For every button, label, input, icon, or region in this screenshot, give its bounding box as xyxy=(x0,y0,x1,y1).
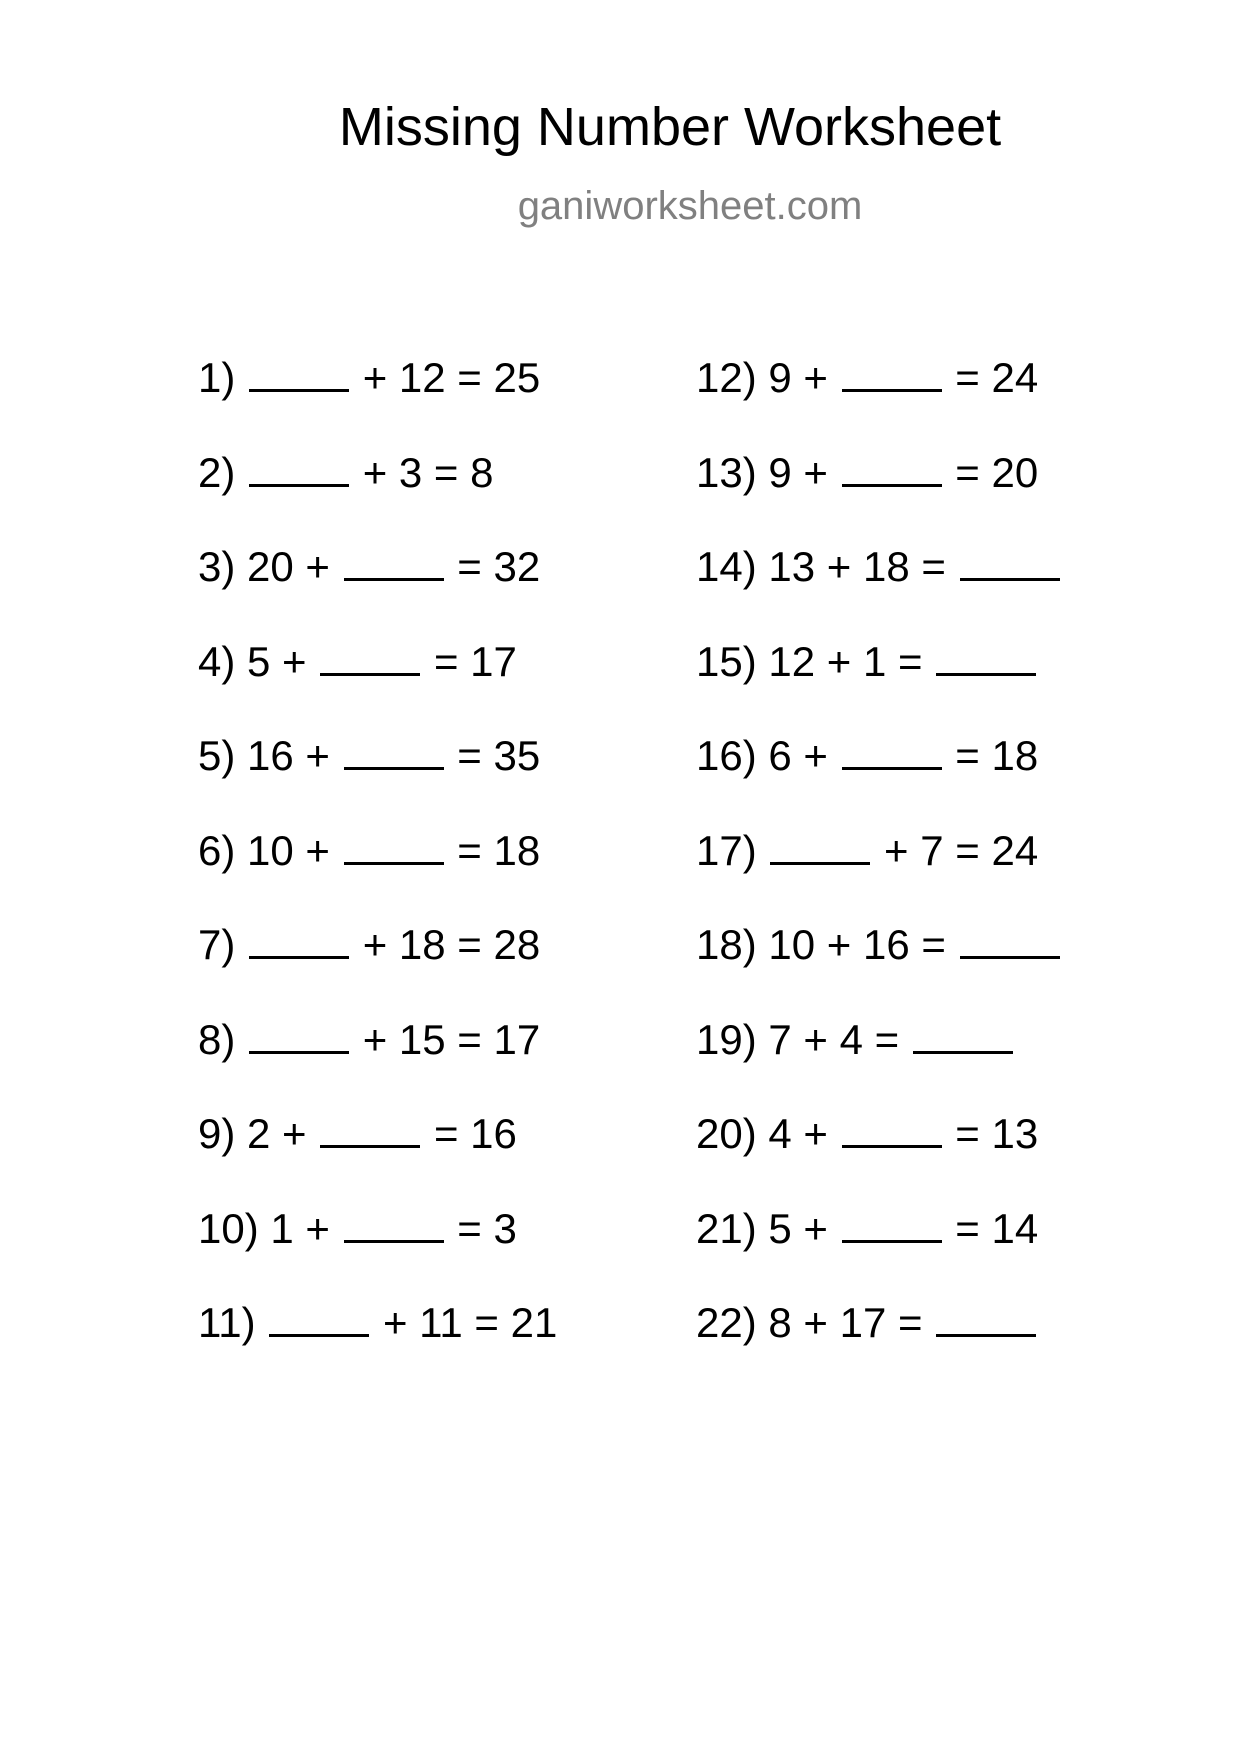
problem-number: 21) xyxy=(696,1204,757,1252)
problem-number: 12) xyxy=(696,354,757,401)
problem-left-expression: 2 + xyxy=(247,1110,307,1157)
answer-blank[interactable] xyxy=(249,912,349,959)
problem-item xyxy=(696,723,1062,818)
problem-right-expression: + 7 = 24 xyxy=(884,826,1039,874)
problem-right-expression: = 3 xyxy=(457,1204,517,1252)
problem-number: 17) xyxy=(696,826,757,874)
problem-item xyxy=(696,440,1062,535)
problem-number: 20) xyxy=(696,1110,757,1157)
problem-item xyxy=(696,1101,1062,1196)
problem-right-expression: + 18 = 28 xyxy=(362,921,541,968)
problem-item xyxy=(198,818,557,913)
problem-left-expression: 10 + xyxy=(247,826,330,874)
problem-item xyxy=(696,1007,1062,1102)
answer-blank[interactable] xyxy=(269,1290,369,1337)
page-title: Missing Number Worksheet xyxy=(338,97,1002,157)
problem-item xyxy=(198,345,557,440)
answer-blank[interactable] xyxy=(344,818,444,865)
problem-left-expression: 20 + xyxy=(247,543,330,590)
problem-left-expression: 5 + xyxy=(247,637,307,685)
problem-number: 8) xyxy=(198,1015,236,1063)
problem-number: 15) xyxy=(696,637,757,685)
problem-item xyxy=(696,1196,1062,1291)
problem-right-expression: + 11 = 21 xyxy=(382,1299,558,1346)
problem-right-expression: = 16 xyxy=(433,1110,517,1157)
problem-column-right xyxy=(696,345,1062,1385)
answer-blank[interactable] xyxy=(249,440,349,487)
problem-left-expression: 5 + xyxy=(768,1204,828,1252)
problem-left-expression: 4 + xyxy=(768,1110,828,1157)
problem-right-expression: + 15 = 17 xyxy=(362,1015,541,1063)
problem-left-expression: 9 + xyxy=(768,354,828,401)
problem-item xyxy=(198,723,557,818)
answer-blank[interactable] xyxy=(842,1101,942,1148)
problem-number: 16) xyxy=(696,732,757,779)
problem-item xyxy=(198,1290,557,1385)
problem-item xyxy=(198,912,557,1007)
problem-left-expression: 9 + xyxy=(768,448,828,496)
problem-item xyxy=(198,1101,557,1196)
answer-blank[interactable] xyxy=(936,629,1036,676)
problem-column-left xyxy=(198,345,557,1385)
problem-item xyxy=(696,818,1062,913)
problem-item xyxy=(696,1290,1062,1385)
answer-blank[interactable] xyxy=(249,345,349,392)
problem-number: 18) xyxy=(696,921,757,968)
problem-item xyxy=(696,912,1062,1007)
problem-left-expression: 7 + 4 = xyxy=(768,1015,900,1063)
problem-right-expression: + 12 = 25 xyxy=(362,354,541,401)
site-url: ganiworksheet.com xyxy=(517,184,863,228)
problem-number: 7) xyxy=(198,921,236,968)
problem-right-expression: = 32 xyxy=(457,543,541,590)
problem-left-expression: 8 + 17 = xyxy=(768,1299,923,1346)
problem-number: 22) xyxy=(696,1299,757,1346)
problem-number: 5) xyxy=(198,732,236,779)
answer-blank[interactable] xyxy=(842,1196,942,1243)
problem-right-expression: = 17 xyxy=(433,637,517,685)
problem-right-expression: + 3 = 8 xyxy=(362,448,494,496)
problem-left-expression: 10 + 16 = xyxy=(768,921,946,968)
answer-blank[interactable] xyxy=(344,723,444,770)
problem-item xyxy=(198,534,557,629)
problem-number: 11) xyxy=(198,1299,256,1346)
problem-left-expression: 6 + xyxy=(768,732,828,779)
problem-item xyxy=(696,629,1062,724)
problem-right-expression: = 13 xyxy=(955,1110,1039,1157)
answer-blank[interactable] xyxy=(344,534,444,581)
answer-blank[interactable] xyxy=(320,629,420,676)
problem-item xyxy=(696,345,1062,440)
problem-right-expression: = 18 xyxy=(955,732,1039,779)
answer-blank[interactable] xyxy=(960,912,1060,959)
problem-left-expression: 13 + 18 = xyxy=(768,543,946,590)
problem-number: 4) xyxy=(198,637,236,685)
problem-number: 19) xyxy=(696,1015,757,1063)
answer-blank[interactable] xyxy=(842,345,942,392)
answer-blank[interactable] xyxy=(842,723,942,770)
answer-blank[interactable] xyxy=(249,1007,349,1054)
problem-number: 9) xyxy=(198,1110,236,1157)
problem-number: 2) xyxy=(198,448,236,496)
problem-left-expression: 1 + xyxy=(270,1204,330,1252)
answer-blank[interactable] xyxy=(960,534,1060,581)
problem-right-expression: = 35 xyxy=(457,732,541,779)
problem-number: 13) xyxy=(696,448,757,496)
answer-blank[interactable] xyxy=(842,440,942,487)
answer-blank[interactable] xyxy=(913,1007,1013,1054)
problem-item xyxy=(198,1196,557,1291)
problem-number: 14) xyxy=(696,543,757,590)
problem-left-expression: 12 + 1 = xyxy=(768,637,923,685)
answer-blank[interactable] xyxy=(936,1290,1036,1337)
problem-item xyxy=(198,1007,557,1102)
problem-number: 6) xyxy=(198,826,236,874)
problem-item xyxy=(696,534,1062,629)
problem-number: 3) xyxy=(198,543,236,590)
answer-blank[interactable] xyxy=(320,1101,420,1148)
answer-blank[interactable] xyxy=(770,818,870,865)
problem-right-expression: = 24 xyxy=(955,354,1039,401)
problem-right-expression: = 20 xyxy=(955,448,1039,496)
problem-item xyxy=(198,440,557,535)
problem-number: 10) xyxy=(198,1204,259,1252)
problem-right-expression: = 14 xyxy=(955,1204,1039,1252)
problem-item xyxy=(198,629,557,724)
problem-left-expression: 16 + xyxy=(247,732,330,779)
problem-right-expression: = 18 xyxy=(457,826,541,874)
problem-number: 1) xyxy=(198,354,236,401)
answer-blank[interactable] xyxy=(344,1196,444,1243)
